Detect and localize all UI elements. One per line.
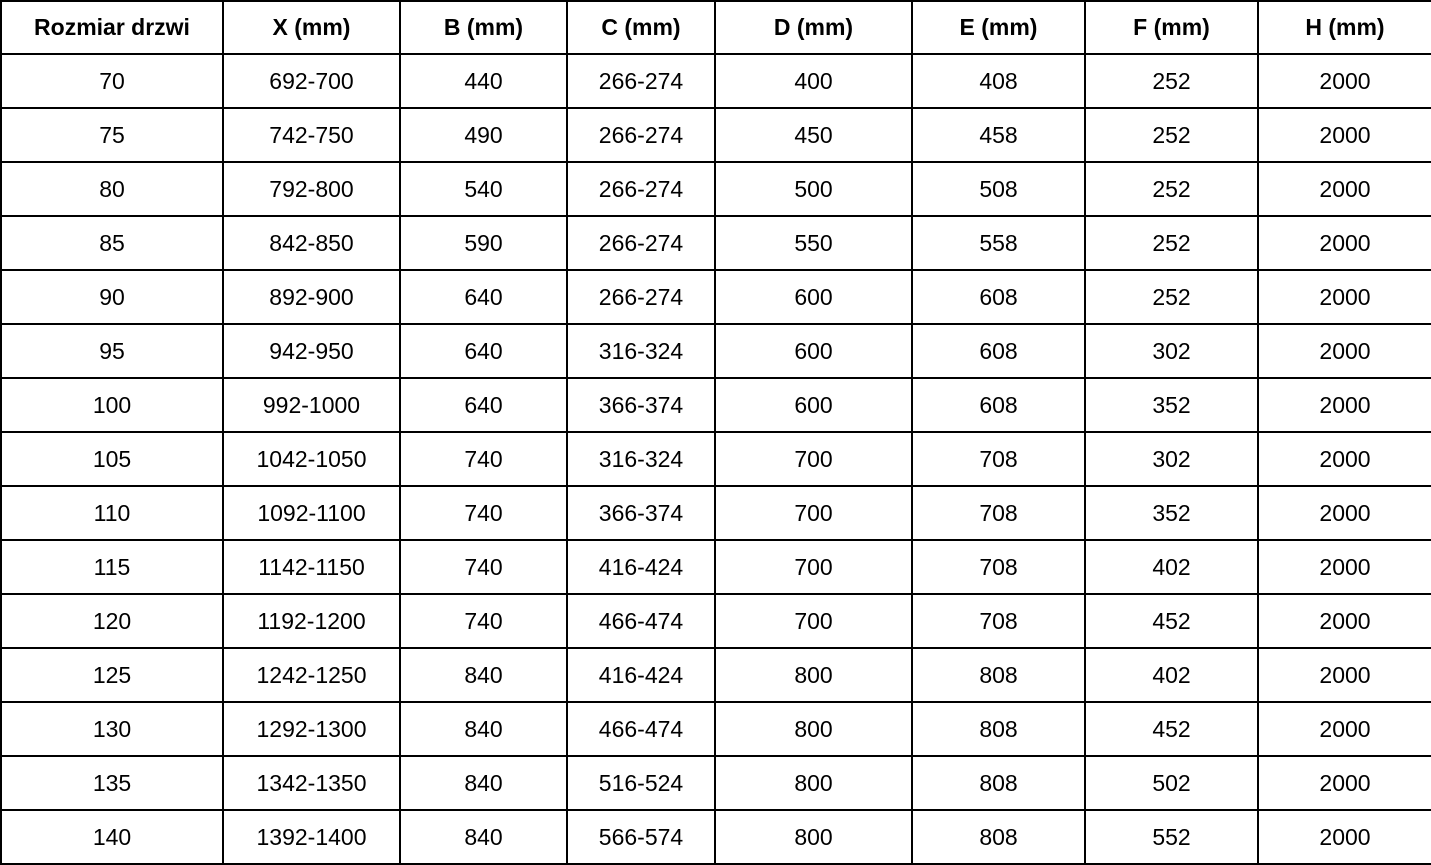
table-cell: 1392-1400 [223,810,400,864]
table-cell: 402 [1085,648,1258,702]
column-header-f-mm: F (mm) [1085,1,1258,54]
table-cell: 490 [400,108,567,162]
table-cell: 352 [1085,378,1258,432]
table-cell: 452 [1085,702,1258,756]
table-cell: 2000 [1258,594,1431,648]
table-cell: 700 [715,432,912,486]
table-cell: 942-950 [223,324,400,378]
table-cell: 1192-1200 [223,594,400,648]
table-cell: 640 [400,324,567,378]
table-row [1,594,1431,648]
table-cell: 2000 [1258,54,1431,108]
table-cell: 2000 [1258,378,1431,432]
table-cell: 808 [912,756,1085,810]
table-cell: 452 [1085,594,1258,648]
table-cell: 130 [1,702,223,756]
table-row [1,108,1431,162]
header-row [1,1,1431,54]
table-cell: 692-700 [223,54,400,108]
table-cell: 708 [912,594,1085,648]
table-cell: 590 [400,216,567,270]
column-header-e-mm: E (mm) [912,1,1085,54]
table-row [1,162,1431,216]
table-cell: 408 [912,54,1085,108]
table-cell: 840 [400,810,567,864]
column-header-h-mm: H (mm) [1258,1,1431,54]
column-header-c-mm: C (mm) [567,1,715,54]
table-cell: 266-274 [567,162,715,216]
table-cell: 742-750 [223,108,400,162]
table-cell: 366-374 [567,378,715,432]
table-row [1,810,1431,864]
table-cell: 95 [1,324,223,378]
table-cell: 708 [912,486,1085,540]
table-cell: 740 [400,540,567,594]
table-cell: 1342-1350 [223,756,400,810]
table-cell: 2000 [1258,432,1431,486]
table-cell: 2000 [1258,270,1431,324]
table-cell: 500 [715,162,912,216]
table-cell: 402 [1085,540,1258,594]
table-cell: 800 [715,648,912,702]
table-header [1,1,1431,54]
table-cell: 608 [912,270,1085,324]
table-row [1,378,1431,432]
table-cell: 140 [1,810,223,864]
table-cell: 600 [715,324,912,378]
table-row [1,54,1431,108]
table-cell: 416-424 [567,540,715,594]
column-header-rozmiar-drzwi: Rozmiar drzwi [1,1,223,54]
table-cell: 266-274 [567,54,715,108]
table-cell: 316-324 [567,324,715,378]
table-cell: 80 [1,162,223,216]
table-cell: 352 [1085,486,1258,540]
table-row [1,702,1431,756]
table-cell: 1042-1050 [223,432,400,486]
table-cell: 540 [400,162,567,216]
table-cell: 266-274 [567,270,715,324]
table-cell: 552 [1085,810,1258,864]
table-cell: 2000 [1258,216,1431,270]
table-cell: 708 [912,540,1085,594]
column-header-x-mm: X (mm) [223,1,400,54]
table-cell: 840 [400,648,567,702]
table-cell: 466-474 [567,702,715,756]
table-cell: 740 [400,594,567,648]
table-cell: 400 [715,54,912,108]
table-cell: 440 [400,54,567,108]
table-cell: 1292-1300 [223,702,400,756]
table-row [1,324,1431,378]
table-row [1,486,1431,540]
table-row [1,432,1431,486]
table-cell: 2000 [1258,162,1431,216]
table-cell: 252 [1085,162,1258,216]
table-cell: 700 [715,486,912,540]
table-cell: 608 [912,378,1085,432]
table-cell: 2000 [1258,648,1431,702]
table-cell: 302 [1085,324,1258,378]
table-cell: 608 [912,324,1085,378]
table-cell: 135 [1,756,223,810]
table-cell: 125 [1,648,223,702]
table-cell: 1242-1250 [223,648,400,702]
table-cell: 558 [912,216,1085,270]
table-cell: 502 [1085,756,1258,810]
table-cell: 252 [1085,108,1258,162]
table-body [1,54,1431,864]
table-cell: 85 [1,216,223,270]
table-cell: 302 [1085,432,1258,486]
table-row [1,216,1431,270]
table-cell: 808 [912,810,1085,864]
table-cell: 2000 [1258,486,1431,540]
table-cell: 2000 [1258,324,1431,378]
table-cell: 90 [1,270,223,324]
table-cell: 120 [1,594,223,648]
table-cell: 700 [715,540,912,594]
table-cell: 842-850 [223,216,400,270]
table-cell: 110 [1,486,223,540]
table-cell: 792-800 [223,162,400,216]
table-cell: 105 [1,432,223,486]
table-cell: 740 [400,432,567,486]
table-cell: 892-900 [223,270,400,324]
table-cell: 316-324 [567,432,715,486]
table-cell: 700 [715,594,912,648]
table-cell: 416-424 [567,648,715,702]
table-cell: 840 [400,756,567,810]
table-cell: 600 [715,378,912,432]
table-cell: 800 [715,756,912,810]
table-cell: 266-274 [567,108,715,162]
table-row [1,756,1431,810]
table-cell: 252 [1085,216,1258,270]
table-cell: 708 [912,432,1085,486]
table-cell: 516-524 [567,756,715,810]
table-cell: 1142-1150 [223,540,400,594]
table-cell: 808 [912,702,1085,756]
table-cell: 508 [912,162,1085,216]
table-cell: 740 [400,486,567,540]
table-cell: 458 [912,108,1085,162]
table-cell: 466-474 [567,594,715,648]
column-header-b-mm: B (mm) [400,1,567,54]
table-cell: 2000 [1258,702,1431,756]
table-row [1,540,1431,594]
table-cell: 266-274 [567,216,715,270]
table-cell: 2000 [1258,810,1431,864]
table-cell: 640 [400,378,567,432]
table-cell: 992-1000 [223,378,400,432]
table-cell: 2000 [1258,756,1431,810]
table-cell: 640 [400,270,567,324]
table-cell: 800 [715,702,912,756]
table-cell: 366-374 [567,486,715,540]
table-cell: 252 [1085,270,1258,324]
table-cell: 252 [1085,54,1258,108]
table-cell: 100 [1,378,223,432]
table-cell: 115 [1,540,223,594]
table-cell: 840 [400,702,567,756]
table-cell: 800 [715,810,912,864]
table-cell: 75 [1,108,223,162]
table-cell: 450 [715,108,912,162]
table-row [1,270,1431,324]
column-header-d-mm: D (mm) [715,1,912,54]
table-cell: 566-574 [567,810,715,864]
table-cell: 70 [1,54,223,108]
table-cell: 1092-1100 [223,486,400,540]
table-cell: 808 [912,648,1085,702]
table-cell: 2000 [1258,540,1431,594]
table-cell: 600 [715,270,912,324]
table-cell: 2000 [1258,108,1431,162]
table-cell: 550 [715,216,912,270]
table-row [1,648,1431,702]
